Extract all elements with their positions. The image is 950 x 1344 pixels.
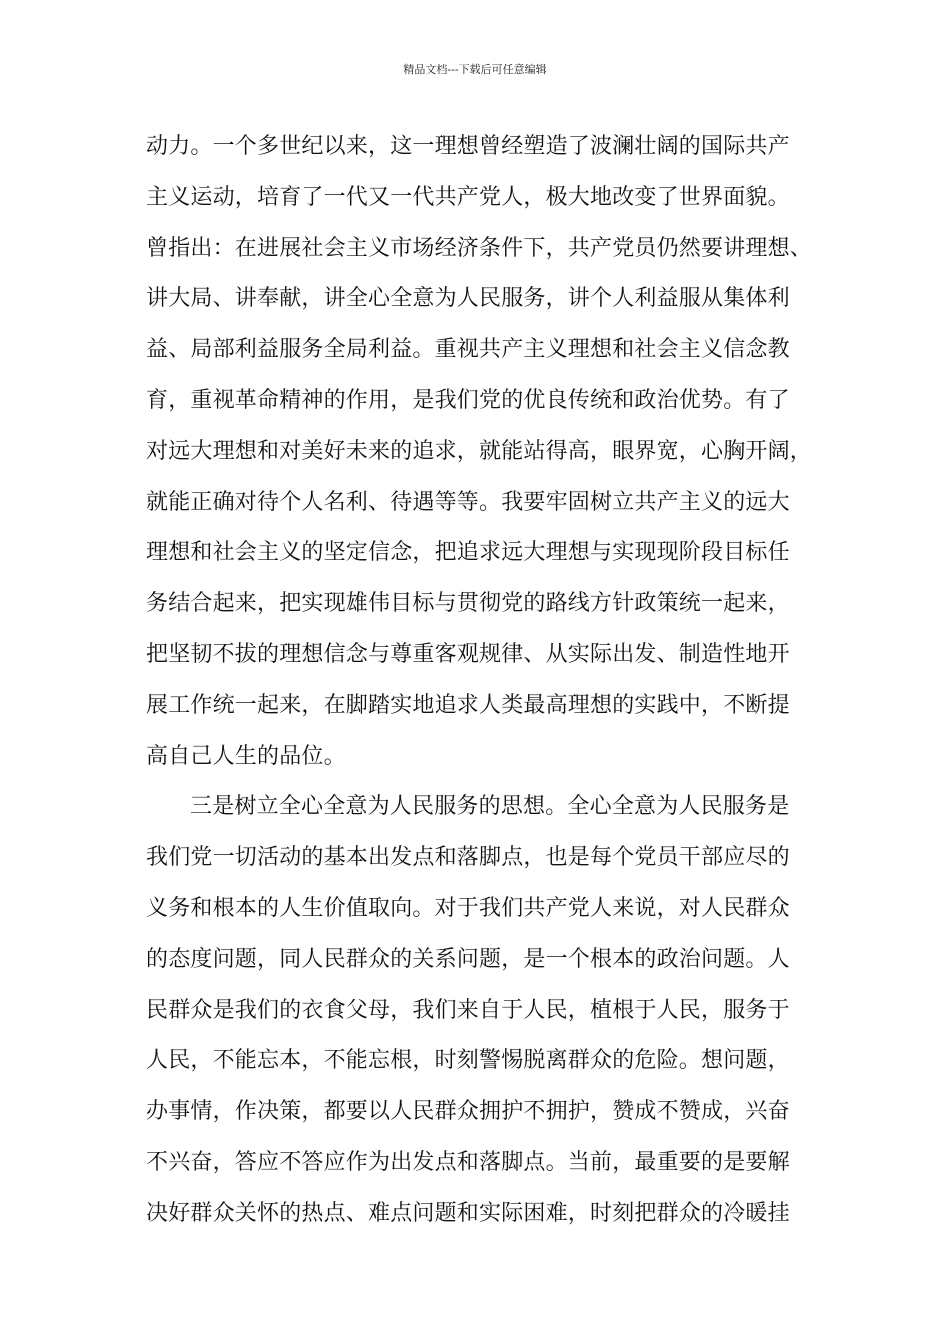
text-line: 动力。一个多世纪以来，这一理想曾经塑造了波澜壮阔的国际共产 xyxy=(146,134,790,159)
text-line: 办事情，作决策，都要以人民群众拥护不拥护，赞成不赞成，兴奋 xyxy=(146,1099,790,1125)
text-line: 民群众是我们的衣食父母，我们来自于人民，植根于人民，服务于 xyxy=(146,997,790,1023)
text-line: 的态度问题，同人民群众的关系问题，是一个根本的政治问题。人 xyxy=(146,946,790,972)
text-line: 理想和社会主义的坚定信念，把追求远大理想与实现现阶段目标任 xyxy=(146,540,790,566)
text-line: 人民，不能忘本，不能忘根，时刻警惕脱离群众的危险。想问题， xyxy=(146,1048,790,1074)
text-line: 曾指出：在进展社会主义市场经济条件下，共产党员仍然要讲理想、 xyxy=(146,235,813,261)
body-text xyxy=(146,129,836,1247)
text-line: 讲大局、讲奉献，讲全心全意为人民服务，讲个人利益服从集体利 xyxy=(146,286,790,312)
text-line: 义务和根本的人生价值取向。对于我们共产党人来说，对人民群众 xyxy=(146,895,790,921)
text-line: 就能正确对待个人名利、待遇等等。我要牢固树立共产主义的远大 xyxy=(146,489,790,515)
text-line: 高自己人生的品位。 xyxy=(146,743,346,769)
text-line: 益、局部利益服务全局利益。重视共产主义理想和社会主义信念教 xyxy=(146,337,790,363)
text-line: 主义运动，培育了一代又一代共产党人，极大地改变了世界面貌。 xyxy=(146,184,790,210)
page-header: 精品文档---下载后可任意编辑 xyxy=(403,63,547,76)
text-line: 决好群众关怀的热点、难点问题和实际困难，时刻把群众的冷暖挂 xyxy=(146,1200,790,1226)
text-line: 展工作统一起来，在脚踏实地追求人类最高理想的实践中，不断提 xyxy=(146,692,790,718)
text-line: 把坚韧不拔的理想信念与尊重客观规律、从实际出发、制造性地开 xyxy=(146,641,790,667)
text-line: 务结合起来，把实现雄伟目标与贯彻党的路线方针政策统一起来， xyxy=(146,591,790,617)
text-line: 我们党一切活动的基本出发点和落脚点，也是每个党员干部应尽的 xyxy=(146,845,790,871)
paragraph-start-line: 三是树立全心全意为人民服务的思想。全心全意为人民服务是 xyxy=(190,794,790,820)
text-line: 育，重视革命精神的作用，是我们党的优良传统和政治优势。有了 xyxy=(146,387,790,413)
text-line: 不兴奋，答应不答应作为出发点和落脚点。当前，最重要的是要解 xyxy=(146,1149,790,1175)
text-line: 对远大理想和对美好未来的追求，就能站得高，眼界宽，心胸开阔， xyxy=(146,438,813,464)
